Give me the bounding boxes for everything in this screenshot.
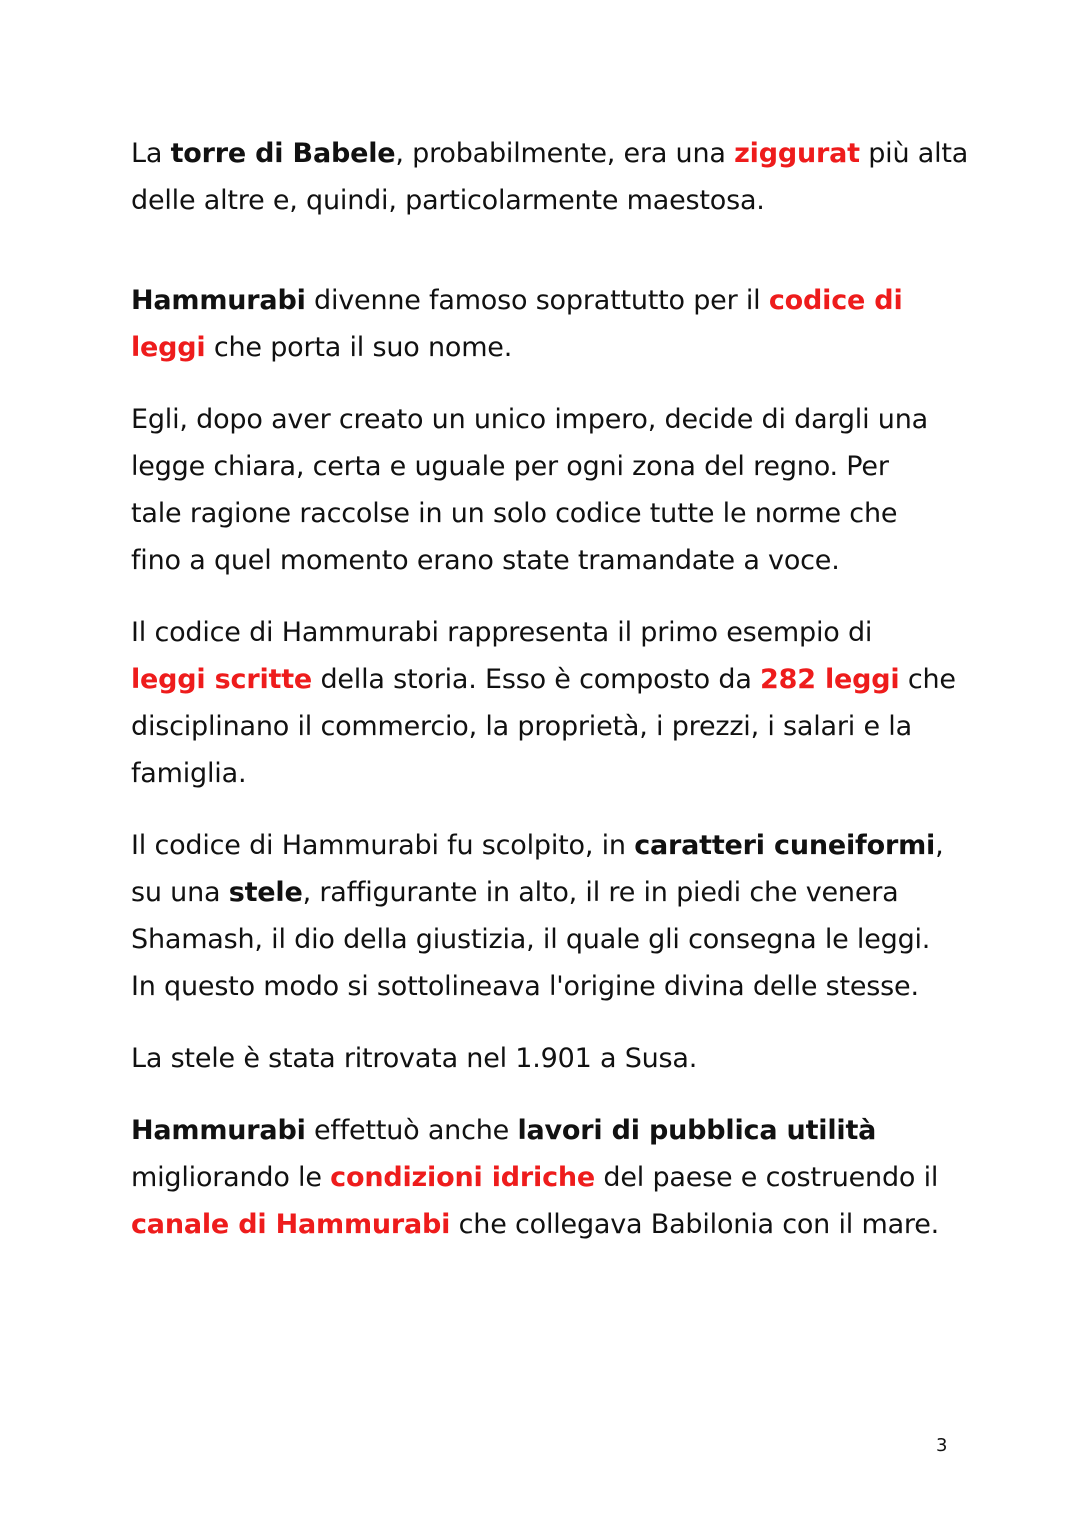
text-run: , [935,830,944,861]
text-line: Shamash, il dio della giustizia, il quale gli consegna le leggi. [131,924,931,955]
bold-term-torre-di-babele: torre di Babele [170,138,396,169]
paragraph-leggi-scritte [131,609,956,797]
text-line [131,177,951,224]
paragraph-hammurabi-codice [131,277,951,371]
text-line: disciplinano il commercio, la proprietà, i prezzi, i salari e la [131,711,912,742]
text-run: della storia. Esso è composto da [312,664,761,695]
bold-term-hammurabi: Hammurabi [131,285,306,316]
highlight-term-canale-di-hammurabi: canale di Hammurabi [131,1209,451,1240]
paragraph-impero [131,396,951,584]
highlight-term-ziggurat: ziggurat [734,138,860,169]
text-line: famiglia. [131,758,247,789]
text-run: del paese e costruendo il [595,1162,939,1193]
highlight-term-codice-di-leggi: codice di [768,285,903,316]
highlight-term-282-leggi: 282 leggi [760,664,900,695]
text-run: che porta il suo nome. [205,332,513,363]
text-line [131,1107,951,1154]
text-line: legge chiara, certa e uguale per ogni zona del regno. Per [131,451,889,482]
text-line [131,822,951,869]
text-run: migliorando le [131,1162,331,1193]
text-run: che collegava Babilonia con il mare. [450,1209,940,1240]
text-run: effettuò anche [305,1115,518,1146]
bold-term-hammurabi: Hammurabi [131,1115,306,1146]
text-line [131,277,951,324]
text-run: Il codice di Hammurabi fu scolpito, in [131,830,635,861]
page-number: 3 [936,1435,948,1456]
text-run: su una [131,877,229,908]
text-line [131,324,951,371]
highlight-term-codice-di-leggi: leggi [131,332,206,363]
paragraph-stele [131,822,951,1010]
paragraph-torre-di-babele [131,130,969,224]
highlight-term-leggi-scritte: leggi scritte [131,664,313,695]
text-run: , raffigurante in alto, il re in piedi che venera [302,877,899,908]
text-run: , probabilmente, era una [395,138,735,169]
paragraph-susa [131,1035,951,1082]
text-line: tale ragione raccolse in un solo codice tutte le norme che [131,498,898,529]
text-run: più alta [859,138,969,169]
text-line: La stele è stata ritrovata nel 1.901 a Susa. [131,1043,698,1074]
paragraph-lavori-pubblici [131,1107,951,1248]
text-line: Il codice di Hammurabi rappresenta il primo esempio di [131,617,873,648]
text-line [131,1201,951,1248]
text-line [131,869,951,916]
text-run: La [131,138,171,169]
text-line: Egli, dopo aver creato un unico impero, decide di dargli una [131,404,928,435]
text-run: che [899,664,956,695]
text-line: fino a quel momento erano state tramandate a voce. [131,545,840,576]
bold-term-lavori-di-pubblica-utilita: lavori di pubblica utilità [517,1115,877,1146]
text-run: delle altre e, quindi, particolarmente maestosa. [131,185,765,216]
bold-term-stele: stele [228,877,303,908]
text-line [131,656,956,703]
text-run: divenne famoso soprattutto per il [305,285,769,316]
highlight-term-condizioni-idriche: condizioni idriche [330,1162,596,1193]
text-line [131,1154,951,1201]
text-line: In questo modo si sottolineava l'origine divina delle stesse. [131,971,919,1002]
text-line [131,130,969,177]
bold-term-caratteri-cuneiformi: caratteri cuneiformi [634,830,936,861]
